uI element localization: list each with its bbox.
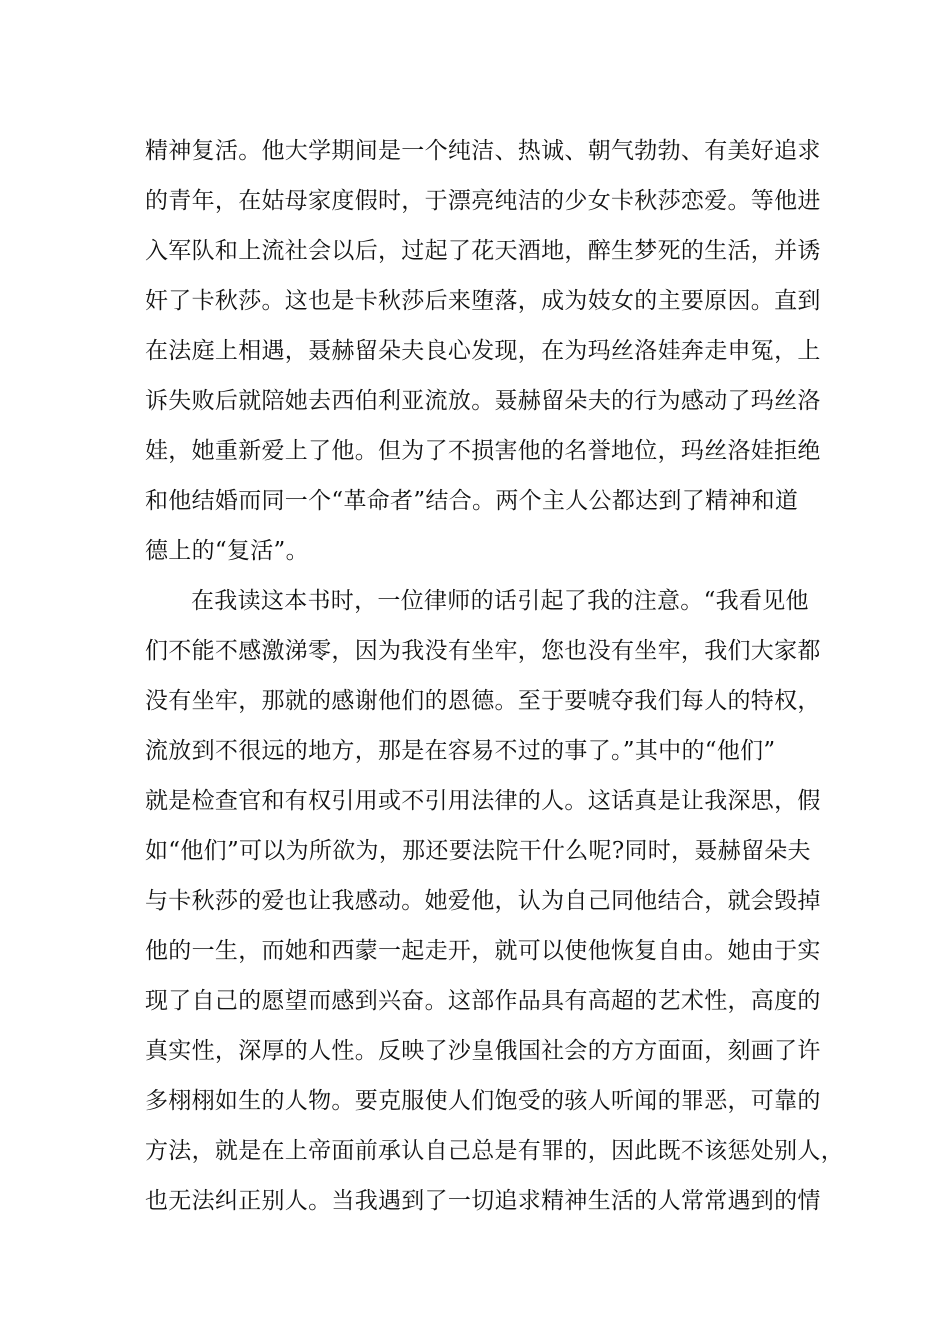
text-line: 真实性，深厚的人性。反映了沙皇俄国社会的方方面面，刻画了许	[145, 1038, 821, 1064]
text-line: 诉失败后就陪她去西伯利亚流放。聂赫留朵夫的行为感动了玛丝洛	[145, 388, 821, 414]
text-line: 的青年，在姑母家度假时，于漂亮纯洁的少女卡秋莎恋爱。等他进	[145, 188, 821, 214]
text-line: 与卡秋莎的爱也让我感动。她爱他，认为自己同他结合，就会毁掉	[145, 888, 821, 914]
text-line: 精神复活。他大学期间是一个纯洁、热诚、朝气勃勃、有美好追求	[145, 138, 821, 164]
text-line: 没有坐牢，那就的感谢他们的恩德。至于要唬夺我们每人的特权，	[145, 688, 821, 714]
text-line: 流放到不很远的地方，那是在容易不过的事了。”其中的“他们”	[145, 738, 776, 764]
text-line: 娃，她重新爱上了他。但为了不损害他的名誉地位，玛丝洛娃拒绝	[145, 438, 821, 464]
text-line: 他的一生，而她和西蒙一起走开，就可以使他恢复自由。她由于实	[145, 938, 821, 964]
text-line: 奸了卡秋莎。这也是卡秋莎后来堕落，成为妓女的主要原因。直到	[145, 288, 821, 314]
text-line: 多栩栩如生的人物。要克服使人们饱受的骇人听闻的罪恶，可靠的	[145, 1088, 821, 1114]
text-line: 方法，就是在上帝面前承认自己总是有罪的，因此既不该惩处别人，	[145, 1138, 844, 1164]
text-line: 德上的“复活”。	[145, 538, 309, 564]
text-line: 如“他们”可以为所欲为，那还要法院干什么呢?同时，聂赫留朵夫	[145, 838, 811, 864]
text-line: 和他结婚而同一个“革命者”结合。两个主人公都达到了精神和道	[145, 488, 799, 514]
text-line: 们不能不感激涕零，因为我没有坐牢，您也没有坐牢，我们大家都	[145, 638, 821, 664]
text-line: 入军队和上流社会以后，过起了花天酒地，醉生梦死的生活，并诱	[145, 238, 821, 264]
text-line: 在法庭上相遇，聂赫留朵夫良心发现，在为玛丝洛娃奔走申冤，上	[145, 338, 821, 364]
body-text	[145, 126, 844, 1226]
text-line: 也无法纠正别人。当我遇到了一切追求精神生活的人常常遇到的情	[145, 1188, 821, 1214]
text-line: 在我读这本书时，一位律师的话引起了我的注意。“我看见他	[191, 588, 809, 614]
text-line: 就是检查官和有权引用或不引用法律的人。这话真是让我深思，假	[145, 788, 821, 814]
text-line: 现了自己的愿望而感到兴奋。这部作品具有高超的艺术性，高度的	[145, 988, 821, 1014]
